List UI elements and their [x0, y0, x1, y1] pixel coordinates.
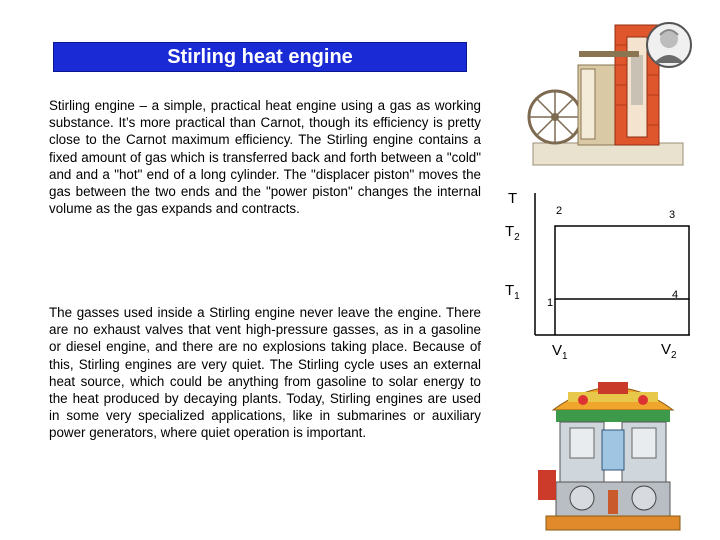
t1-label: $T_1$ [505, 282, 520, 302]
stirling-engine-illustration [523, 5, 693, 170]
point-1-label: 1 [547, 297, 554, 309]
intro-paragraph: Stirling engine – a simple, practical heat engine using a gas as working substance. It’s more practical than Carnot, though its efficiency is pretty close to the Carnot maximum efficiency. The Stirling engine contains a fixed amount of gas which is transferred back and forth between a "cold" and and a "hot" end of a long cylinder. The "displacer piston" moves the gas between the two ends and the "power piston" changes the internal volume as the gas expands and contracts. [49, 98, 481, 217]
point-2-label: 2 [556, 205, 563, 217]
axis-t-label: T [508, 190, 518, 207]
title-banner [53, 42, 467, 72]
point-4-label: 4 [672, 289, 679, 301]
v2-label: $V_2$ [661, 341, 677, 361]
stirling-engine-cutaway [538, 370, 688, 535]
page-title: Stirling heat engine [167, 45, 353, 68]
t2-label: $T_2$ [505, 223, 520, 243]
point-3-label: 3 [669, 209, 676, 221]
v1-label: $V_1$ [552, 342, 568, 362]
stirling-cycle-diagram [500, 185, 715, 365]
details-paragraph: The gasses used inside a Stirling engine never leave the engine. There are no exhaust valves that vent high-pressure gasses, as in a gasoline or diesel engine, and there are no explosions taking place. Because of this, Stirling engines are very quiet. The Stirling cycle uses an external heat source, which could be anything from gasoline to solar energy to the heat produced by decaying plants. Today, Stirling engines are used in some very specialized applications, like in submarines or auxiliary power generators, where quiet operation is important. [49, 305, 481, 441]
